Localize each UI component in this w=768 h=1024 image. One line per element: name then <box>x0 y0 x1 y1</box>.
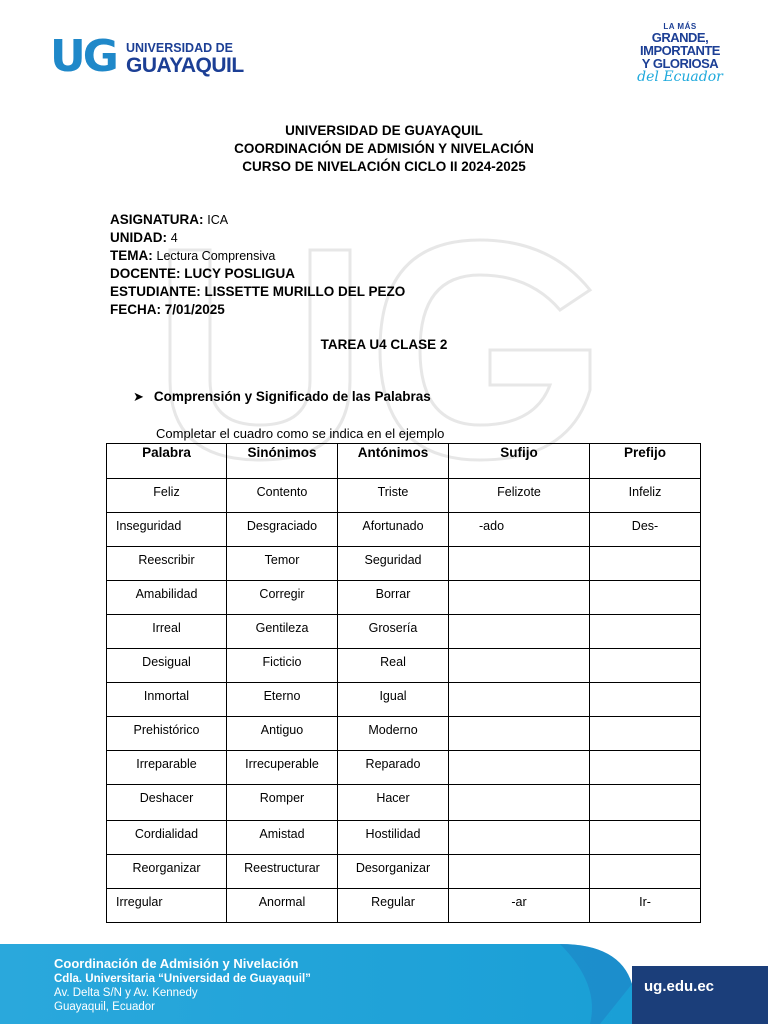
header-coordination: COORDINACIÓN DE ADMISIÓN Y NIVELACIÓN <box>234 141 534 156</box>
table-cell <box>590 751 701 785</box>
table-cell <box>590 615 701 649</box>
meta-docente: DOCENTE: LUCY POSLIGUA <box>110 266 296 281</box>
table-cell: Feliz <box>107 479 227 513</box>
footer-street: Av. Delta S/N y Av. Kennedy <box>54 987 198 999</box>
table-cell: Reestructurar <box>227 855 338 889</box>
table-cell: Irreparable <box>107 751 227 785</box>
table-cell <box>590 785 701 821</box>
table-row <box>107 717 701 751</box>
table-cell <box>449 785 590 821</box>
table-cell: Triste <box>338 479 449 513</box>
header-palabra: Palabra <box>107 444 227 479</box>
table-cell: Hostilidad <box>338 821 449 855</box>
meta-asignatura <box>110 211 228 229</box>
table-cell <box>590 717 701 751</box>
logo-line-2: GUAYAQUIL <box>126 54 244 77</box>
table-cell: Antiguo <box>227 717 338 751</box>
table-row <box>107 513 701 547</box>
meta-tema <box>110 247 275 265</box>
table-cell: Hacer <box>338 785 449 821</box>
table-row <box>107 855 701 889</box>
header-course: CURSO DE NIVELACIÓN CICLO II 2024-2025 <box>242 159 526 174</box>
table-cell: Eterno <box>227 683 338 717</box>
table-cell: Ir- <box>590 889 701 923</box>
table-row <box>107 615 701 649</box>
assignment-title: TAREA U4 CLASE 2 <box>320 337 448 352</box>
table-cell: Reparado <box>338 751 449 785</box>
table-cell: Amistad <box>227 821 338 855</box>
table-cell: Romper <box>227 785 338 821</box>
meta-estudiante: ESTUDIANTE: LISSETTE MURILLO DEL PEZO <box>110 284 406 299</box>
table-cell: Corregir <box>227 581 338 615</box>
table-cell: Irreal <box>107 615 227 649</box>
unidad-label: UNIDAD: <box>110 230 167 245</box>
slogan-line-5: del Ecuador <box>637 69 723 85</box>
table-cell: Reescribir <box>107 547 227 581</box>
university-logo <box>50 31 250 84</box>
table-cell: Borrar <box>338 581 449 615</box>
section-title: Comprensión y Significado de las Palabras <box>153 389 431 404</box>
table-cell: Desgraciado <box>227 513 338 547</box>
table-row <box>107 683 701 717</box>
table-cell: Irrecuperable <box>227 751 338 785</box>
table-cell <box>449 615 590 649</box>
table-cell: Infeliz <box>590 479 701 513</box>
table-cell: -ar <box>449 889 590 923</box>
unidad-value: 4 <box>170 231 178 245</box>
table-cell: Inseguridad <box>107 513 227 547</box>
table-cell <box>449 717 590 751</box>
asignatura-label: ASIGNATURA: <box>110 212 204 227</box>
table-cell <box>449 751 590 785</box>
meta-fecha: FECHA: 7/01/2025 <box>110 302 225 317</box>
table-cell: Cordialidad <box>107 821 227 855</box>
table-cell: Desigual <box>107 649 227 683</box>
slogan-line-4: Y GLORIOSA <box>641 56 719 71</box>
table-cell: Gentileza <box>227 615 338 649</box>
table-cell: Deshacer <box>107 785 227 821</box>
table-row <box>107 581 701 615</box>
table-cell: Temor <box>227 547 338 581</box>
table-cell: Grosería <box>338 615 449 649</box>
table-cell: Moderno <box>338 717 449 751</box>
footer-title: Coordinación de Admisión y Nivelación <box>54 956 299 971</box>
vocabulary-table <box>106 443 701 923</box>
table-cell: Seguridad <box>338 547 449 581</box>
header-university: UNIVERSIDAD DE GUAYAQUIL <box>285 123 483 138</box>
slogan-logo <box>630 22 730 92</box>
table-cell: Contento <box>227 479 338 513</box>
table-cell <box>590 683 701 717</box>
header-prefijo: Prefijo <box>590 444 701 479</box>
slogan-line-3: IMPORTANTE <box>640 43 720 58</box>
ug-logo-mark: UG <box>50 31 116 82</box>
logo-line-1: UNIVERSIDAD DE <box>126 41 233 55</box>
table-cell <box>449 821 590 855</box>
table-cell: Regular <box>338 889 449 923</box>
table-cell <box>449 649 590 683</box>
table-cell: Real <box>338 649 449 683</box>
table-cell <box>449 581 590 615</box>
tema-label: TEMA: <box>110 248 153 263</box>
table-cell: Felizote <box>449 479 590 513</box>
table-cell <box>590 581 701 615</box>
table-row <box>107 479 701 513</box>
table-cell <box>449 683 590 717</box>
slogan-line-1: LA MÁS <box>663 22 697 31</box>
table-row <box>107 649 701 683</box>
section-heading <box>133 389 431 405</box>
footer-city: Guayaquil, Ecuador <box>54 1001 156 1013</box>
footer-campus: Cdla. Universitaria “Universidad de Guayaquil” <box>54 973 311 985</box>
tema-value: Lectura Comprensiva <box>156 249 276 263</box>
table-row <box>107 547 701 581</box>
header-sinonimos: Sinónimos <box>227 444 338 479</box>
table-cell <box>449 855 590 889</box>
table-cell <box>590 547 701 581</box>
table-cell: Des- <box>590 513 701 547</box>
table-row <box>107 785 701 821</box>
table-cell <box>590 821 701 855</box>
footer-address <box>54 955 311 1014</box>
table-cell: Ficticio <box>227 649 338 683</box>
table-cell: Anormal <box>227 889 338 923</box>
table-cell: Desorganizar <box>338 855 449 889</box>
table-cell: Prehistórico <box>107 717 227 751</box>
website-link[interactable]: ug.edu.ec <box>644 978 715 995</box>
meta-unidad <box>110 229 178 247</box>
table-cell: Amabilidad <box>107 581 227 615</box>
table-cell: Inmortal <box>107 683 227 717</box>
arrow-bullet-icon: ➤ <box>133 389 144 404</box>
table-cell: Afortunado <box>338 513 449 547</box>
header-antonimos: Antónimos <box>338 444 449 479</box>
table-cell: Igual <box>338 683 449 717</box>
table-row <box>107 889 701 923</box>
table-cell: Reorganizar <box>107 855 227 889</box>
table-cell <box>590 855 701 889</box>
table-header-row <box>107 444 701 479</box>
asignatura-value: ICA <box>207 213 229 227</box>
table-cell: -ado <box>449 513 590 547</box>
instruction-text: Completar el cuadro como se indica en el ejemplo <box>156 426 445 441</box>
table-row <box>107 821 701 855</box>
slogan-line-2: GRANDE, <box>651 30 709 45</box>
table-row <box>107 751 701 785</box>
header-sufijo: Sufijo <box>449 444 590 479</box>
table-cell <box>590 649 701 683</box>
table-cell: Irregular <box>107 889 227 923</box>
table-cell <box>449 547 590 581</box>
